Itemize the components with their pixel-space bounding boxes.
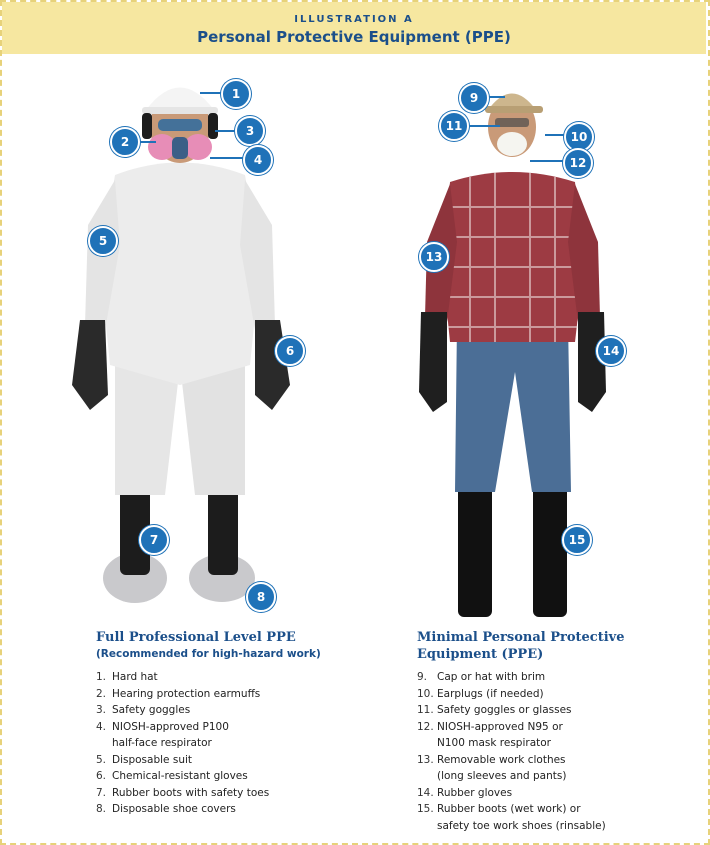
right-ppe-list bbox=[417, 669, 692, 834]
marker-4: 4 bbox=[243, 145, 273, 175]
left-ppe-list bbox=[96, 669, 356, 818]
marker-8: 8 bbox=[246, 582, 276, 612]
right-section-title-line2: Equipment (PPE) bbox=[417, 647, 544, 662]
list-item: 8. Disposable shoe covers bbox=[96, 803, 236, 815]
list-item: 15. Rubber boots (wet work) or safety toe work shoes (rinsable) bbox=[417, 803, 606, 832]
list-item: 11. Safety goggles or glasses bbox=[417, 704, 572, 716]
list-item: 13. Removable work clothes (long sleeves and pants) bbox=[417, 753, 567, 782]
marker-11: 11 bbox=[439, 111, 469, 141]
illustration-header bbox=[2, 2, 706, 54]
list-item: 2. Hearing protection earmuffs bbox=[96, 687, 261, 700]
list-item: 4. NIOSH-approved P100 half-face respirator bbox=[96, 720, 229, 749]
list-item: 6. Chemical-resistant gloves bbox=[96, 770, 248, 782]
marker-2: 2 bbox=[110, 127, 140, 157]
list-item: 1. Hard hat bbox=[96, 671, 158, 683]
list-item: 14. Rubber gloves bbox=[417, 786, 513, 799]
illustration-title: Personal Protective Equipment (PPE) bbox=[197, 28, 511, 46]
marker-7: 7 bbox=[139, 525, 169, 555]
right-section-title-line1: Minimal Personal Protective bbox=[417, 630, 625, 645]
marker-14: 14 bbox=[596, 336, 626, 366]
illustration-kicker: ILLUSTRATION A bbox=[294, 14, 414, 25]
leader-line bbox=[530, 160, 565, 162]
list-item: 5. Disposable suit bbox=[96, 753, 193, 766]
list-item: 10. Earplugs (if needed) bbox=[417, 687, 544, 700]
marker-6: 6 bbox=[275, 336, 305, 366]
marker-15: 15 bbox=[562, 525, 592, 555]
list-item: 9. Cap or hat with brim bbox=[417, 671, 546, 683]
marker-1: 1 bbox=[221, 79, 251, 109]
leader-line bbox=[465, 125, 500, 127]
list-item: 3. Safety goggles bbox=[96, 704, 191, 716]
left-section-subtitle: (Recommended for high-hazard work) bbox=[96, 648, 321, 660]
left-section-title: Full Professional Level PPE bbox=[96, 630, 296, 645]
marker-13: 13 bbox=[419, 242, 449, 272]
marker-10: 10 bbox=[564, 122, 594, 152]
list-item: 7. Rubber boots with safety toes bbox=[96, 786, 270, 799]
marker-12: 12 bbox=[563, 148, 593, 178]
marker-5: 5 bbox=[88, 226, 118, 256]
list-item: 12. NIOSH-approved N95 or N100 mask respirator bbox=[417, 720, 563, 749]
marker-9: 9 bbox=[459, 83, 489, 113]
marker-3: 3 bbox=[235, 116, 265, 146]
